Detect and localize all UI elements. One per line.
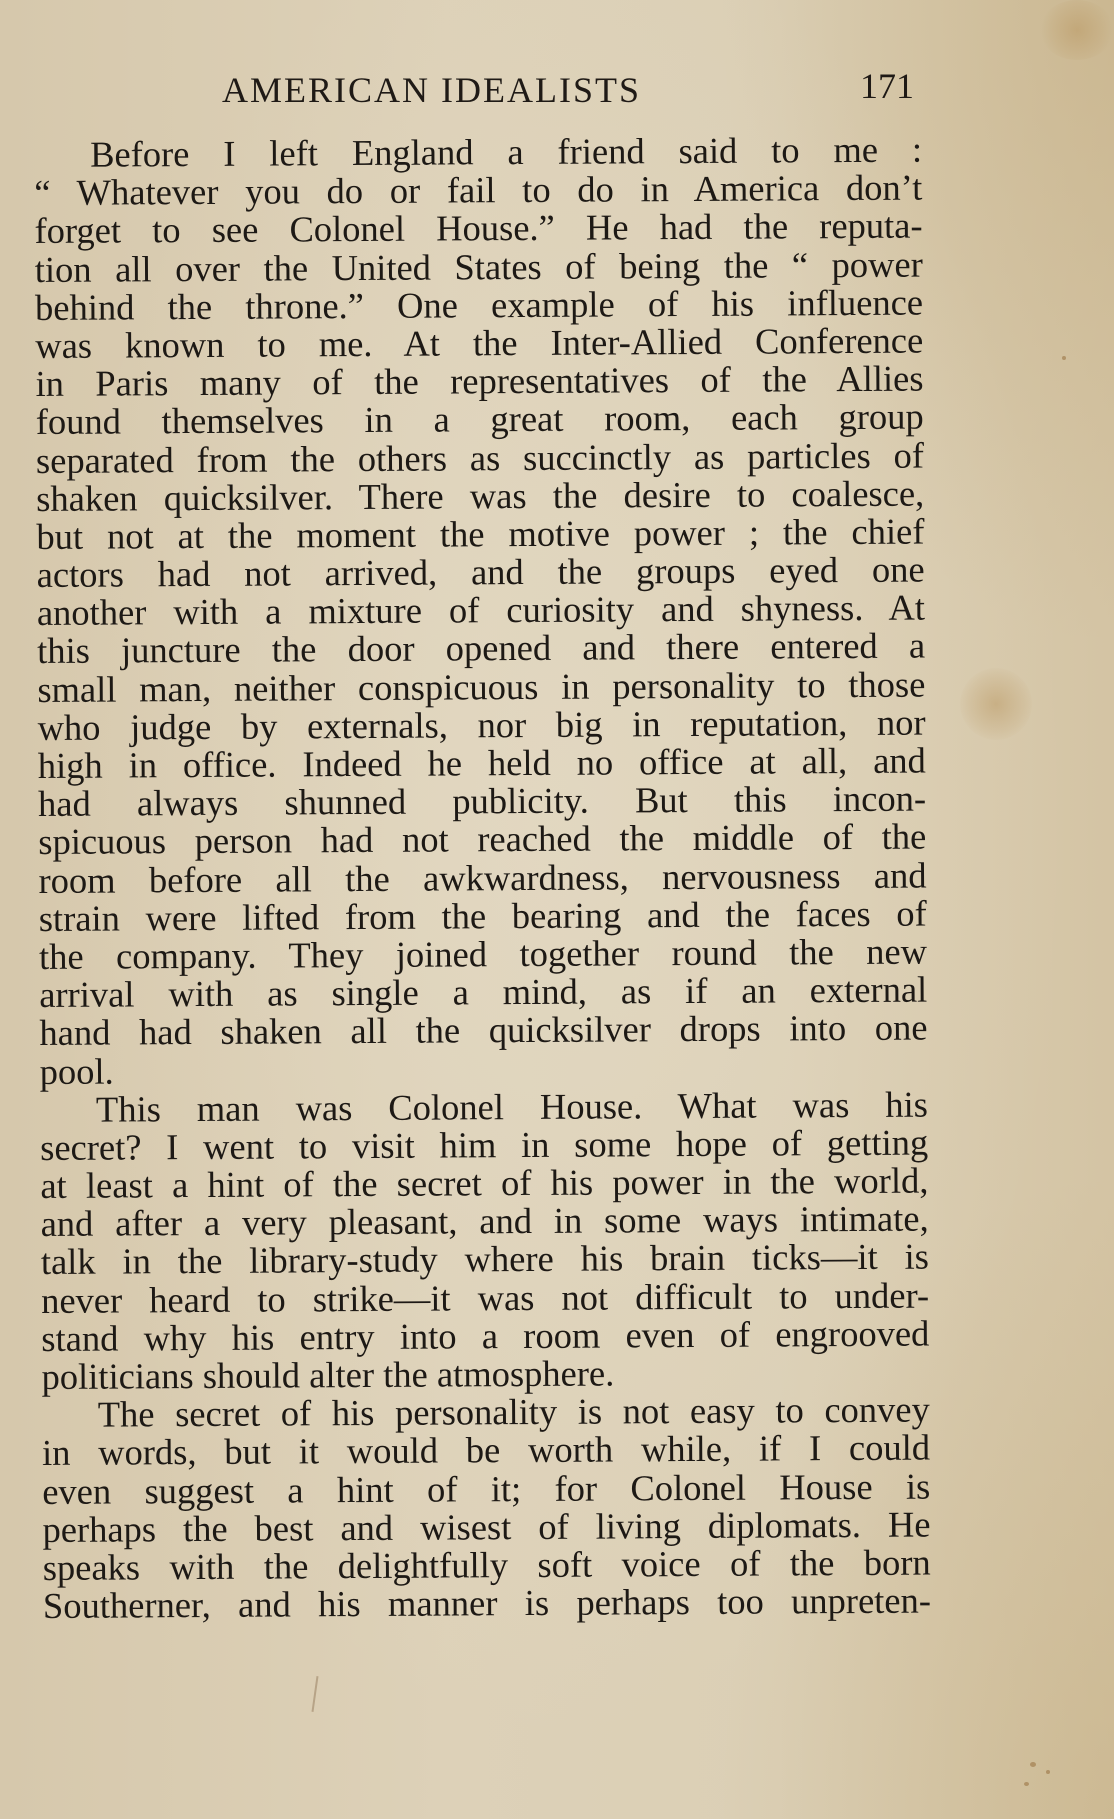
text-line: speaks with the delightfully soft voice of the born: [42, 1541, 931, 1588]
foxing-speck: [1062, 356, 1066, 360]
text-line: politicians should alter the atmosphere.: [41, 1352, 615, 1397]
text-line: This man was Colonel House. What was his: [95, 1083, 929, 1130]
text-line: strain were lifted from the bearing and the faces of: [38, 892, 927, 939]
text-line: but not at the moment the motive power ; the chief: [36, 510, 925, 557]
body-text: [34, 128, 932, 1627]
text-line: The secret of his personality is not easy to convey: [97, 1388, 930, 1435]
text-line: stand why his entry into a room even of engrooved: [41, 1312, 930, 1359]
text-line: this juncture the door opened and there entered a: [37, 625, 926, 672]
text-line: in words, but it would be worth while, if I could: [41, 1426, 931, 1474]
text-line: perhaps the best and wisest of living diplomats. He: [42, 1503, 931, 1550]
page-number: 171: [860, 66, 914, 106]
text-line: behind the throne.” One example of his influence: [34, 281, 924, 328]
text-line: forget to see Colonel House.” He had the reputa-: [34, 204, 923, 252]
foxing-speck: [1046, 1770, 1050, 1774]
text-line: shaken quicksilver. There was the desire to coalesce,: [36, 472, 925, 519]
pencil-mark: [312, 1676, 319, 1712]
text-line: pool.: [39, 1050, 114, 1092]
text-line: “ Whatever you do or fail to do in America don’t: [34, 166, 923, 214]
text-line: small man, neither conspicuous in personality to those: [37, 663, 926, 710]
page-header: [222, 66, 922, 114]
text-line: another with a mixture of curiosity and shyness. At: [36, 586, 926, 634]
text-line: Southerner, and his manner is perhaps too unpreten-: [42, 1579, 932, 1627]
text-line: secret? I went to visit him in some hope of getting: [40, 1121, 929, 1168]
text-line: spicuous person had not reached the middle of the: [38, 815, 927, 863]
text-line: who judge by externals, nor big in reputation, nor: [37, 701, 926, 748]
text-line: the company. They joined together round the new: [38, 930, 928, 977]
text-line: and after a very pleasant, and in some ways intimate,: [40, 1197, 929, 1245]
text-line: had always shunned publicity. But this incon-: [37, 777, 927, 825]
text-line: talk in the library-study where his brain ticks—it is: [40, 1235, 929, 1283]
running-title: AMERICAN IDEALISTS: [222, 70, 641, 110]
text-line: actors had not arrived, and the groups eyed one: [36, 548, 925, 596]
text-line: separated from the others as succinctly as particles of: [35, 434, 925, 481]
text-line: in Paris many of the representatives of the Allies: [35, 357, 924, 405]
text-line: at least a hint of the secret of his power in the world,: [40, 1159, 929, 1207]
text-line: never heard to strike—it was not difficult to under-: [40, 1274, 930, 1321]
text-line: Before I left England a friend said to me :: [89, 128, 923, 175]
age-stain: [960, 668, 1032, 740]
age-stain: [1040, 0, 1114, 60]
text-line: tion all over the United States of being the “ power: [34, 243, 923, 290]
text-line: arrival with as single a mind, as if an external: [39, 968, 928, 1016]
text-line: even suggest a hint of it; for Colonel House is: [42, 1465, 931, 1512]
text-line: found themselves in a great room, each group: [35, 395, 924, 443]
foxing-speck: [1024, 1782, 1029, 1786]
text-line: was known to me. At the Inter-Allied Conference: [35, 319, 924, 366]
text-line: hand had shaken all the quicksilver drops into one: [39, 1006, 928, 1054]
text-line: high in office. Indeed he held no office at all, and: [37, 739, 926, 786]
foxing-speck: [1030, 1762, 1036, 1767]
text-line: room before all the awkwardness, nervousness and: [38, 854, 927, 901]
